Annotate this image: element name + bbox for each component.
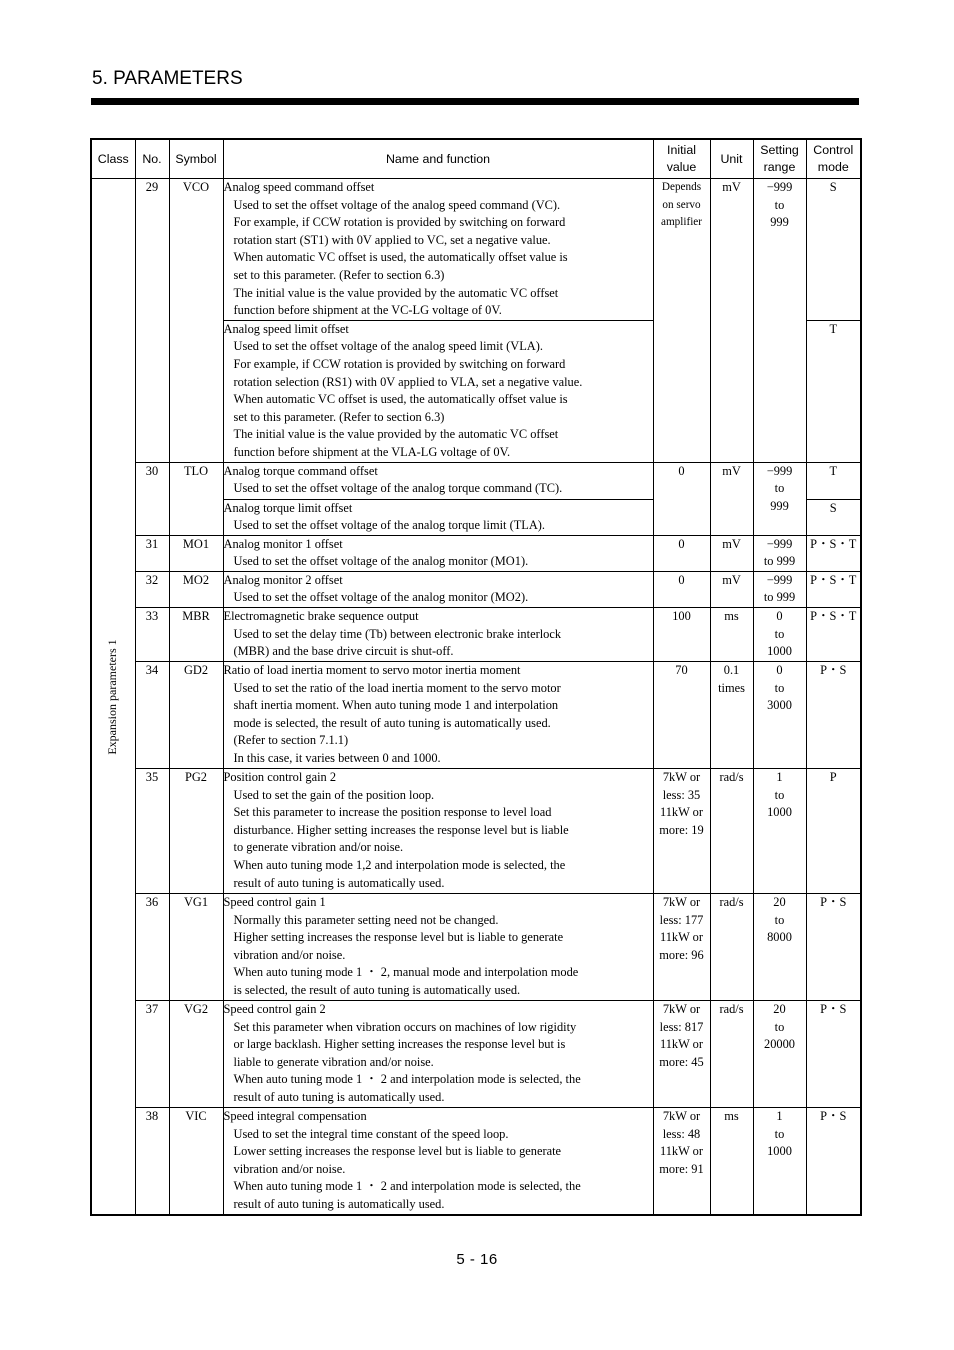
param-name: Speed control gain 1 Normally this parameter setting need not be changed. Higher setting increases the response level but is liable to generate vibration and/or noise. When auto tuning mode 1 ・ 2, manual mode and interpolation mode is selected, the result of auto tuning is automatically used. — [223, 894, 653, 1001]
table-row — [91, 769, 861, 894]
param-symbol: MO1 — [169, 535, 223, 571]
param-initial: 7kW or less: 48 11kW or more: 91 — [653, 1108, 710, 1216]
param-initial: 7kW or less: 35 11kW or more: 19 — [653, 769, 710, 894]
param-control: P・S — [806, 1001, 861, 1108]
col-control: Control mode — [806, 139, 861, 179]
param-range: −999 to 999 — [753, 571, 806, 607]
param-range: 1 to 1000 — [753, 769, 806, 894]
table-row — [91, 462, 861, 499]
param-unit: rad/s — [710, 894, 753, 1001]
table-row — [91, 662, 861, 769]
param-control: S — [806, 499, 861, 535]
param-initial: 7kW or less: 817 11kW or more: 45 — [653, 1001, 710, 1108]
table-row — [91, 1001, 861, 1108]
class-label: Expansion parameters 1 — [105, 638, 120, 755]
param-unit: rad/s — [710, 769, 753, 894]
table-row — [91, 608, 861, 662]
col-range: Setting range — [753, 139, 806, 179]
col-initial: Initial value — [653, 139, 710, 179]
table-row — [91, 1108, 861, 1216]
param-name: Analog torque command offset Used to set the offset voltage of the analog torque command (TC). — [223, 462, 653, 499]
param-control: P・S — [806, 662, 861, 769]
param-name: Ratio of load inertia moment to servo motor inertia moment Used to set the ratio of the load inertia moment to the servo motor shaft inertia moment. When auto tuning mode 1 and interpolation mode is selected, the result of auto tuning is automatically used. (Refer to section 7.1.1) In this case, it varies between 0 and 1000. — [223, 662, 653, 769]
param-symbol: MO2 — [169, 571, 223, 607]
param-unit: 0.1 times — [710, 662, 753, 769]
param-initial: 0 — [653, 462, 710, 535]
param-symbol: MBR — [169, 608, 223, 662]
param-name: Analog speed command offset Used to set the offset voltage of the analog speed command (VC). For example, if CCW rotation is provided by switching on forward rotation start (ST1) with 0V applied to VC, set a negative value. When automatic VC offset is used, the automatically offset value is set to this parameter. (Refer to section 6.3) The initial value is the value provided by the automatic VC offset function before shipment at the VC-LG voltage of 0V. — [223, 179, 653, 321]
param-no: 29 — [135, 179, 169, 463]
param-name: Analog monitor 1 offset Used to set the offset voltage of the analog monitor (MO1). — [223, 535, 653, 571]
table-header-row — [91, 139, 861, 179]
param-name: Analog speed limit offset Used to set the offset voltage of the analog speed limit (VLA). For example, if CCW rotation is provided by switching on forward rotation selection (RS1) with 0V applied to VLA, set a negative value. When automatic VC offset is used, the automatically offset value is set to this parameter. (Refer to section 6.3) The initial value is the value provided by the automatic VC offset function before shipment at the VLA-LG voltage of 0V. — [223, 320, 653, 462]
param-name: Speed control gain 2 Set this parameter when vibration occurs on machines of low rigidity or large backlash. Higher setting increases the response level but is liable to generate vibration and/or noise. When auto tuning mode 1 ・ 2 and interpolation mode is selected, the result of auto tuning is automatically used. — [223, 1001, 653, 1108]
param-unit: ms — [710, 1108, 753, 1216]
param-initial: 0 — [653, 571, 710, 607]
col-class: Class — [91, 139, 135, 179]
param-control: P・S — [806, 1108, 861, 1216]
param-initial: 0 — [653, 535, 710, 571]
param-no: 38 — [135, 1108, 169, 1216]
param-name: Electromagnetic brake sequence output Used to set the delay time (Tb) between electronic brake interlock (MBR) and the base drive circuit is shut-off. — [223, 608, 653, 662]
param-name: Analog torque limit offset Used to set the offset voltage of the analog torque limit (TLA). — [223, 499, 653, 535]
param-unit: mV — [710, 535, 753, 571]
table-row — [91, 571, 861, 607]
param-symbol: TLO — [169, 462, 223, 535]
param-initial: 100 — [653, 608, 710, 662]
param-unit: mV — [710, 462, 753, 535]
col-symbol: Symbol — [169, 139, 223, 179]
param-no: 31 — [135, 535, 169, 571]
param-no: 36 — [135, 894, 169, 1001]
param-unit: ms — [710, 608, 753, 662]
class-cell — [91, 179, 135, 1216]
param-control: P・S・T — [806, 535, 861, 571]
param-control: P — [806, 769, 861, 894]
col-no: No. — [135, 139, 169, 179]
param-no: 32 — [135, 571, 169, 607]
param-range: 20 to 8000 — [753, 894, 806, 1001]
param-no: 30 — [135, 462, 169, 535]
param-control: S — [806, 179, 861, 321]
table-row — [91, 894, 861, 1001]
param-symbol: VG1 — [169, 894, 223, 1001]
param-symbol: GD2 — [169, 662, 223, 769]
param-range: −999 to 999 — [753, 179, 806, 463]
table-row — [91, 179, 861, 321]
param-range: 20 to 20000 — [753, 1001, 806, 1108]
param-control: T — [806, 462, 861, 499]
param-symbol: VCO — [169, 179, 223, 463]
param-initial: Depends on servo amplifier — [653, 179, 710, 463]
param-initial: 70 — [653, 662, 710, 769]
param-range: −999 to 999 — [753, 535, 806, 571]
param-range: 0 to 1000 — [753, 608, 806, 662]
page-number: 5 - 16 — [456, 1251, 498, 1268]
param-unit: mV — [710, 571, 753, 607]
param-name: Speed integral compensation Used to set the integral time constant of the speed loop. Lower setting increases the response level but is liable to generate vibration and/or noise. When auto tuning mode 1 ・ 2 and interpolation mode is selected, the result of auto tuning is automatically used. — [223, 1108, 653, 1216]
param-unit: rad/s — [710, 1001, 753, 1108]
param-no: 33 — [135, 608, 169, 662]
param-no: 34 — [135, 662, 169, 769]
param-no: 35 — [135, 769, 169, 894]
param-range: −999 to 999 — [753, 462, 806, 535]
col-unit: Unit — [710, 139, 753, 179]
param-control: P・S・T — [806, 571, 861, 607]
param-symbol: VIC — [169, 1108, 223, 1216]
param-symbol: PG2 — [169, 769, 223, 894]
param-no: 37 — [135, 1001, 169, 1108]
param-control: P・S — [806, 894, 861, 1001]
parameters-table — [90, 138, 862, 1216]
param-name: Analog monitor 2 offset Used to set the offset voltage of the analog monitor (MO2). — [223, 571, 653, 607]
param-symbol: VG2 — [169, 1001, 223, 1108]
col-name: Name and function — [223, 139, 653, 179]
param-range: 0 to 3000 — [753, 662, 806, 769]
param-control: P・S・T — [806, 608, 861, 662]
param-control: T — [806, 320, 861, 462]
param-name: Position control gain 2 Used to set the gain of the position loop. Set this parameter to increase the position response to level load disturbance. Higher setting increases the response level but is liable to generate vibration and/or noise. When auto tuning mode 1,2 and interpolation mode is selected, the result of auto tuning is automatically used. — [223, 769, 653, 894]
header-rule — [91, 98, 859, 105]
param-range: 1 to 1000 — [753, 1108, 806, 1216]
param-initial: 7kW or less: 177 11kW or more: 96 — [653, 894, 710, 1001]
page-section-title: 5. PARAMETERS — [92, 68, 243, 89]
param-unit: mV — [710, 179, 753, 463]
table-row — [91, 535, 861, 571]
